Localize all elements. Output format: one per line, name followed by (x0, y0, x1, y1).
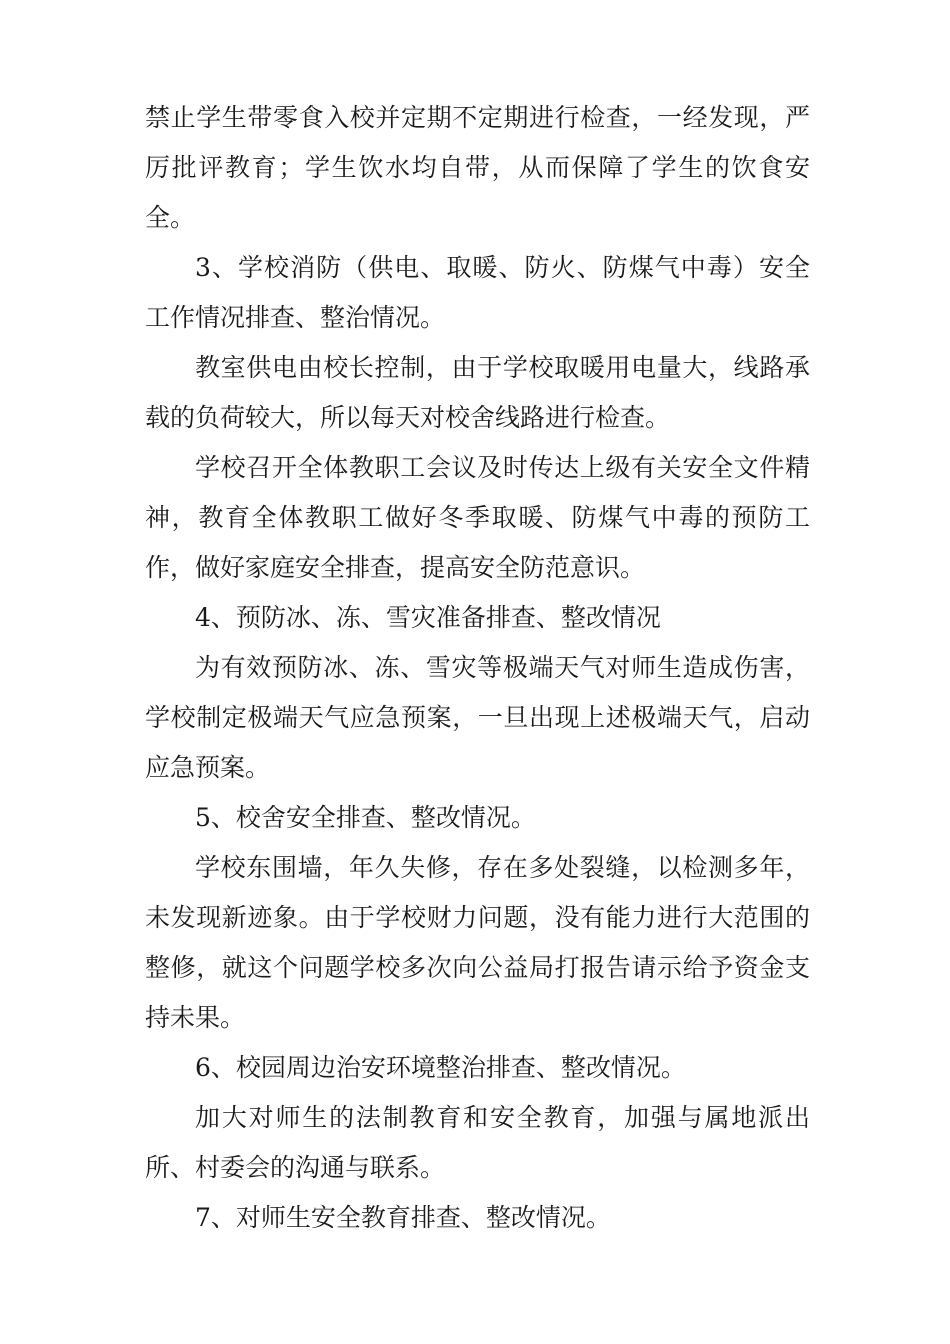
paragraph-east-wall: 学校东围墙，年久失修，存在多处裂缝，以检测多年，未发现新迹象。由于学校财力问题，没有能力进行大范围的整修，就这个问题学校多次向公益局打报告请示给予资金支持未果。 (145, 853, 810, 1032)
paragraph-food-safety: 禁止学生带零食入校并定期不定期进行检查，一经发现，严厉批评教育；学生饮水均自带，从而保障了学生的饮食安全。 (145, 103, 810, 232)
heading-fire-safety: 3、学校消防（供电、取暖、防火、防煤气中毒）安全工作情况排查、整治情况。 (145, 253, 810, 332)
paragraph-legal-education: 加大对师生的法制教育和安全教育，加强与属地派出所、村委会的沟通与联系。 (145, 1103, 810, 1182)
heading-snow-disaster: 4、预防冰、冻、雪灾准备排查、整改情况 (195, 603, 661, 632)
heading-safety-education: 7、对师生安全教育排查、整改情况。 (195, 1203, 611, 1232)
document-body (145, 93, 810, 1243)
heading-campus-surroundings: 6、校园周边治安环境整治排查、整改情况。 (195, 1053, 686, 1082)
heading-building-safety: 5、校舍安全排查、整改情况。 (195, 803, 536, 832)
paragraph-emergency-plan: 为有效预防冰、冻、雪灾等极端天气对师生造成伤害，学校制定极端天气应急预案，一旦出现上述极端天气，启动应急预案。 (145, 653, 810, 782)
paragraph-power-supply: 教室供电由校长控制，由于学校取暖用电量大，线路承载的负荷较大，所以每天对校舍线路进行检查。 (145, 353, 810, 432)
paragraph-staff-meeting: 学校召开全体教职工会议及时传达上级有关安全文件精神，教育全体教职工做好冬季取暖、防煤气中毒的预防工作，做好家庭安全排查，提高安全防范意识。 (145, 453, 810, 582)
